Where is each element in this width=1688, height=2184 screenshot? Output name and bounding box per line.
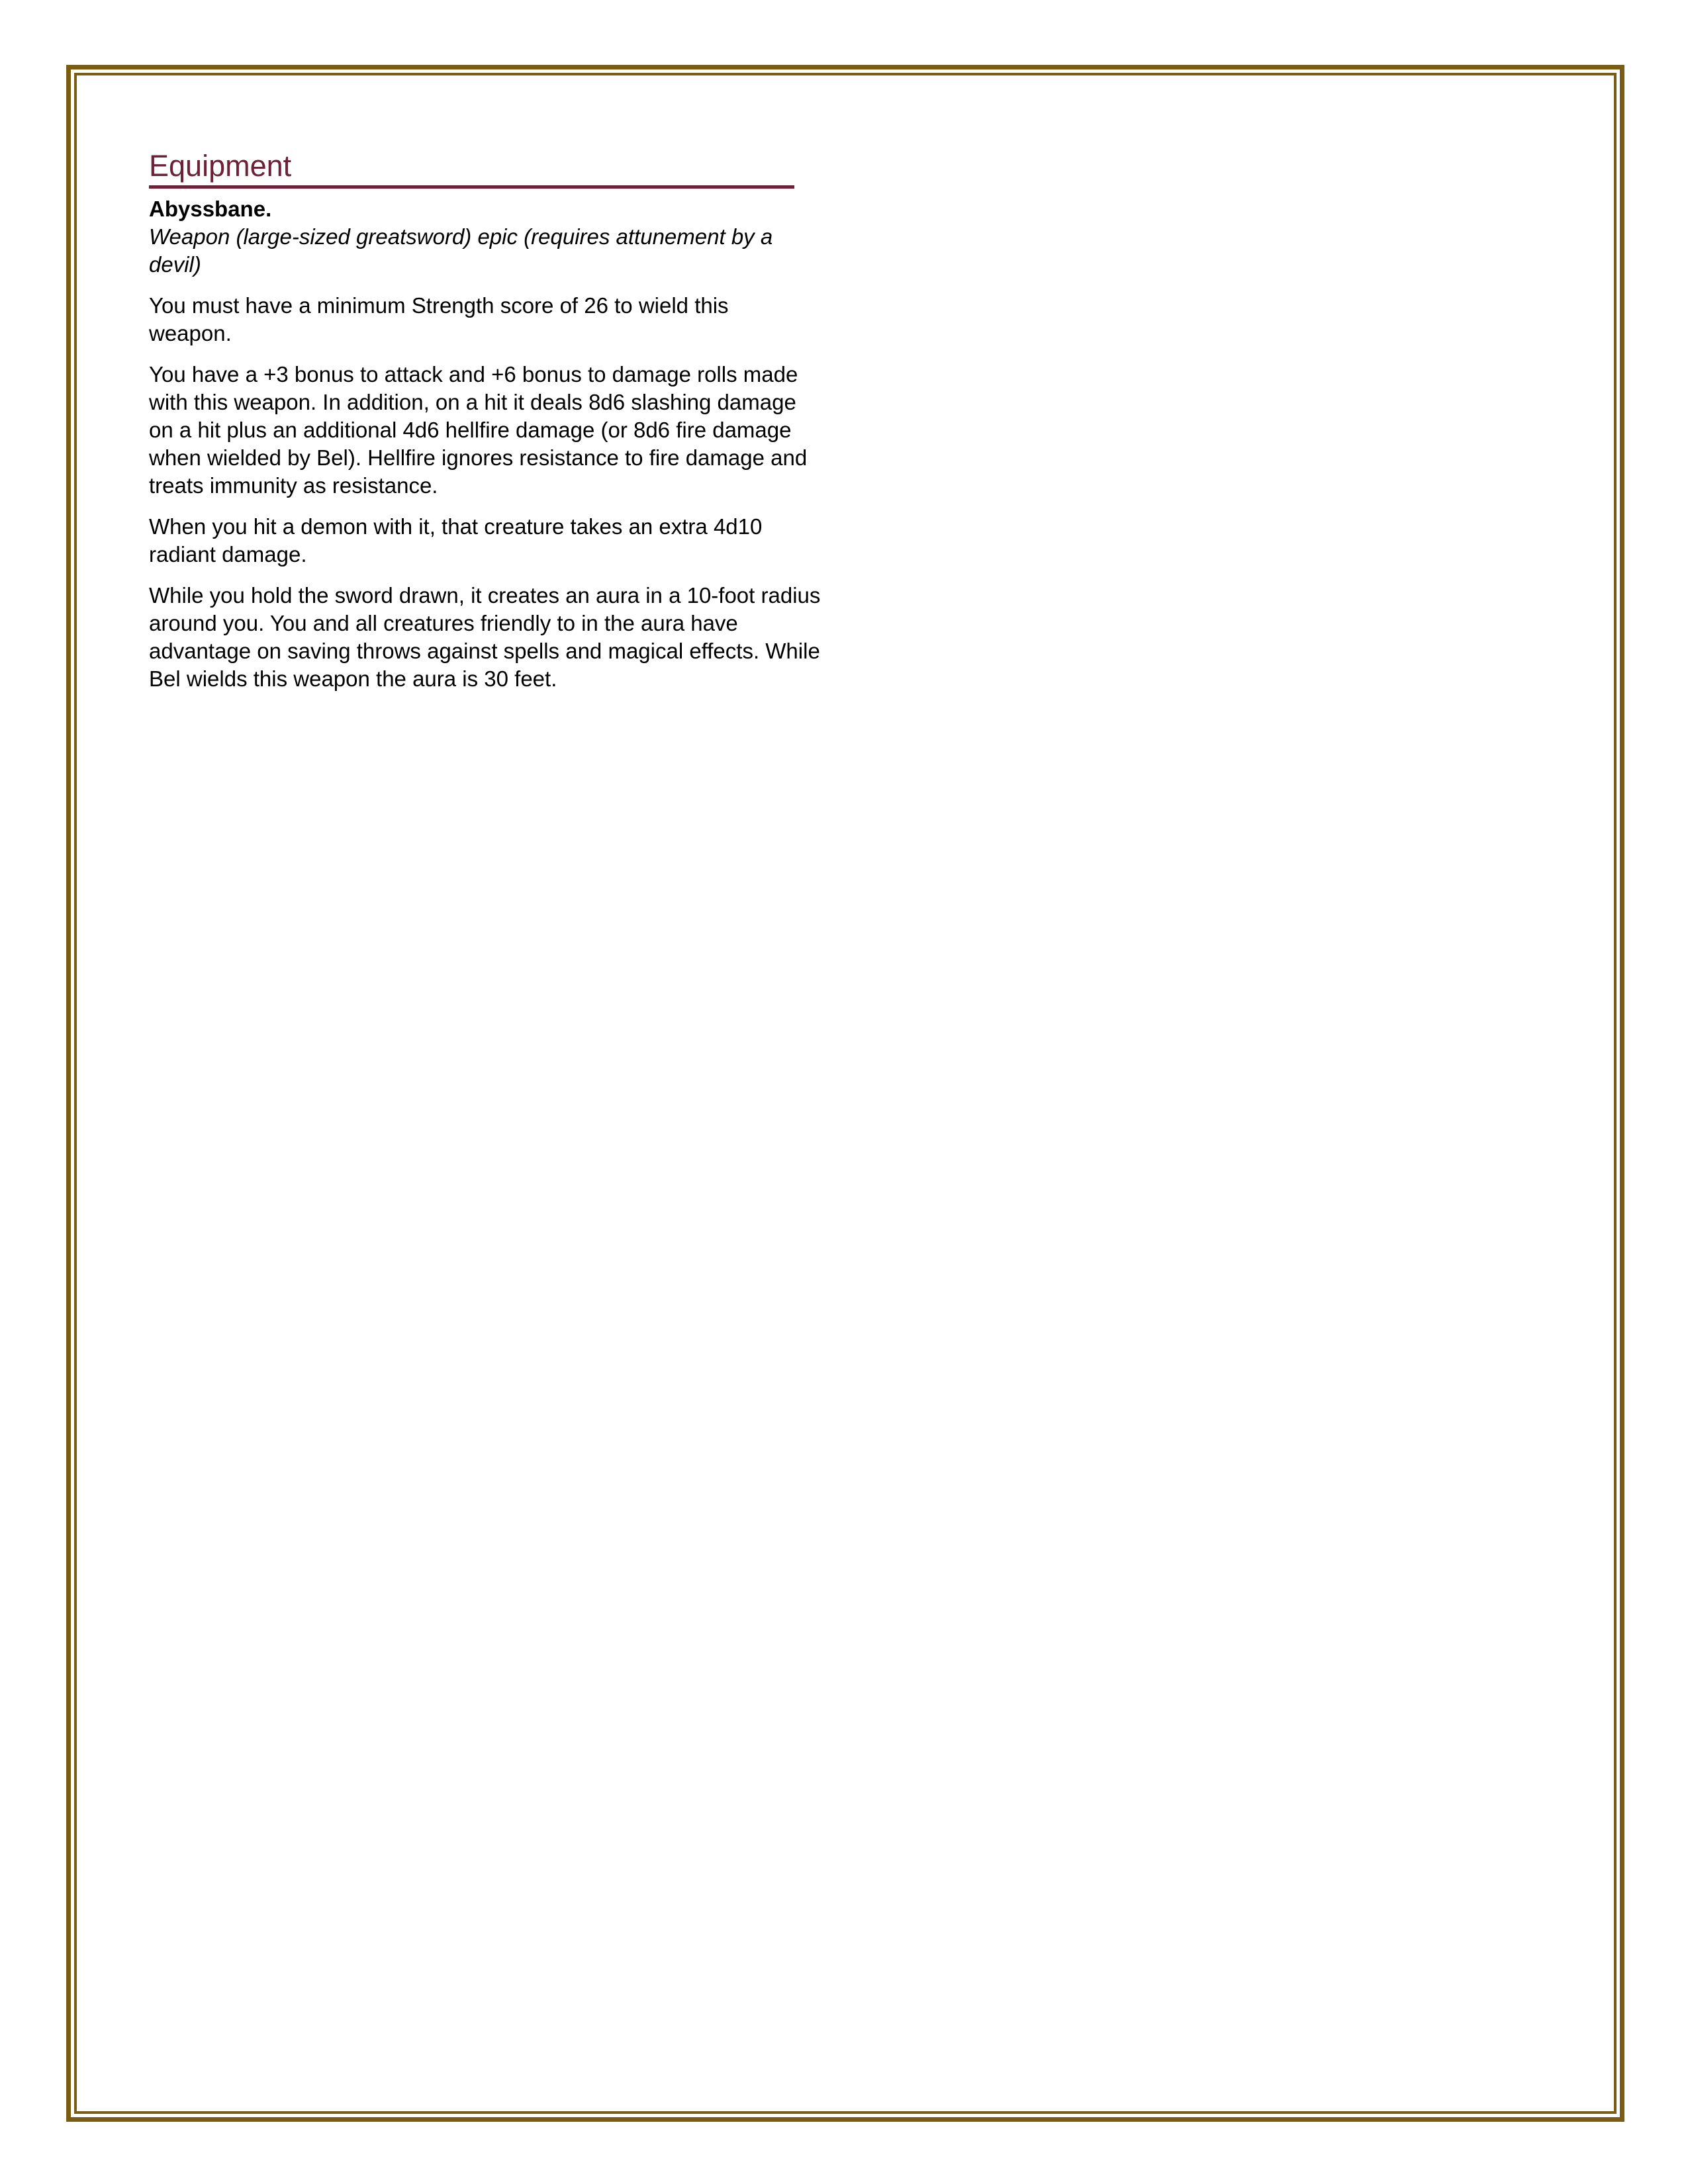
item-name: Abyssbane. bbox=[149, 197, 272, 221]
paragraph-aura: While you hold the sword drawn, it creates an aura in a 10-foot radius around you. You and all creatures friendly to in the aura have advantage on saving throws against spells and magical effects. While Bel wields this weapon the aura is 30 feet. bbox=[149, 583, 821, 691]
page-content bbox=[149, 147, 824, 706]
item-subtitle: Weapon (large-sized greatsword) epic (requires attunement by a devil) bbox=[149, 224, 773, 277]
section-heading: Equipment bbox=[149, 147, 794, 189]
paragraph-attack-bonus: You have a +3 bonus to attack and +6 bonus to damage rolls made with this weapon. In addition, on a hit it deals 8d6 slashing damage on a hit plus an additional 4d6 hellfire damage (or 8d6 fire damage when wielded by Bel). Hellfire ignores resistance to fire damage and treats immunity as resistance. bbox=[149, 362, 808, 498]
paragraph-demon-damage: When you hit a demon with it, that creature takes an extra 4d10 radiant damage. bbox=[149, 514, 763, 567]
paragraph-strength-requirement: You must have a minimum Strength score of 26 to wield this weapon. bbox=[149, 293, 729, 345]
